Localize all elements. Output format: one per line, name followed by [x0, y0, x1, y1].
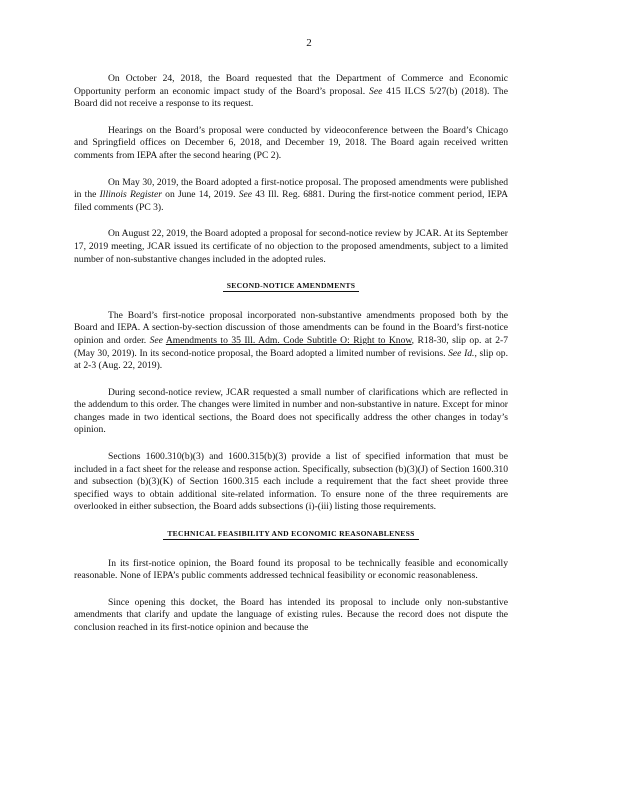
citation-see: See: [149, 334, 163, 346]
paragraph-jcar-clarifications: During second-notice review, JCAR requested a small number of clarifications which are reflected in the addendum to this order. The changes were limited in number and non-substantive in nature. Except for minor changes made in two identical sections, the Board does not specifically address the other changes in today’s opinion.: [74, 386, 508, 436]
paragraph-docket-intent: Since opening this docket, the Board has intended its proposal to include only non-substantive amendments that clarify and update the language of existing rules. Because the record does not dispute the conclusion reached in its first-notice opinion and because the: [74, 596, 508, 633]
citation-see: See: [369, 85, 383, 97]
citation-see-id: See Id.: [448, 347, 475, 359]
paragraph-second-notice-review: On August 22, 2019, the Board adopted a proposal for second-notice review by JCAR. At its September 17, 2019 meeting, JCAR issued its certificate of no objection to the proposed amendments, subject to a limited number of non-substantive changes included in the adopted rules.: [74, 228, 508, 265]
paragraph-hearings: Hearings on the Board’s proposal were conducted by videoconference between the Board’s Chicago and Springfield offices on December 6, 2018, and December 19, 2018. The Board again received written comments from IEPA after the second hearing (PC 2).: [74, 124, 508, 161]
document-body: [74, 73, 508, 649]
section-heading-technical-feasibility: TECHNICAL FEASIBILITY AND ECONOMIC REASONABLENESS: [74, 528, 508, 541]
section-heading-second-notice-amendments: SECOND-NOTICE AMENDMENTS: [74, 280, 508, 293]
paragraph-first-notice-amendments: The Board’s first-notice proposal incorporated non-substantive amendments proposed both by the Board and IEPA. A section-by-section discussion of those amendments can be found in the Board’s first-notice opinion and order. See Amendments to 35 Ill. Adm. Code Subtitle O: Right to Know, R18-30, slip op. at 2-7 (May 30, 2019). In its second-notice proposal, the Board adopted a limited number of revisions. See Id., slip op. at 2-3 (Aug. 22, 2019).: [74, 309, 508, 372]
citation-see: See: [238, 189, 253, 201]
paragraph-first-notice-proposal: On May 30, 2019, the Board adopted a first-notice proposal. The proposed amendments were published in the Illinois Register on June 14, 2019. See 43 Ill. Reg. 6881. During the first-notice comment period, IEPA filed comments (PC 3).: [74, 176, 509, 213]
case-citation-link: Amendments to 35 Ill. Adm. Code Subtitle O: Right to Know: [165, 334, 412, 346]
illinois-register-title: Illinois Register: [99, 189, 162, 201]
paragraph-fact-sheet-sections: Sections 1600.310(b)(3) and 1600.315(b)(3) provide a list of specified information that must be included in a fact sheet for the release and response action. Specifically, subsection (b)(3)(J) of Section 1600.310 and subsection (b)(3)(K) of Section 1600.315 each include a requirement that the fact sheet provide three specified ways to obtain additional site-related information. To ensure none of the three requirements are overlooked in either subsection, the Board adds subsections (i)-(iii) listing those requirements.: [74, 451, 508, 513]
paragraph-first-notice-opinion: In its first-notice opinion, the Board found its proposal to be technically feasible and economically reasonable. None of IEPA’s public comments addressed technical feasibility or economic reasonableness.: [74, 557, 508, 582]
page-number: 2: [306, 37, 312, 49]
paragraph-economic-impact-study: On October 24, 2018, the Board requested that the Department of Commerce and Economic Opportunity perform an economic impact study of the Board’s proposal. See 415 ILCS 5/27(b) (2018). The Board did not receive a response to its request.: [74, 73, 508, 110]
